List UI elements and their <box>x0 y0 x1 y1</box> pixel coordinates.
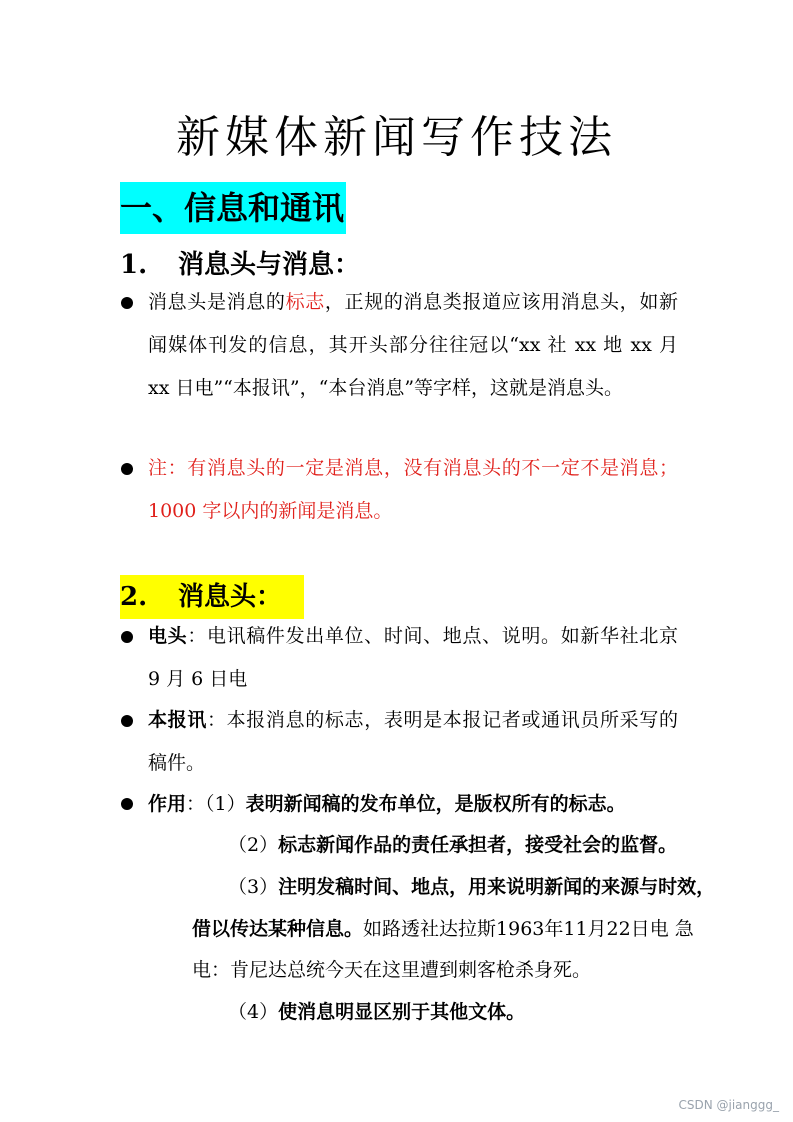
bullet-icon <box>121 297 133 309</box>
highlight-red-text: 标志 <box>285 291 325 313</box>
function-item-4 <box>228 992 525 1032</box>
item-number: （3） <box>228 876 279 898</box>
item-text: 借以传达某种信息。 <box>192 918 364 940</box>
item-number: （4） <box>228 1001 279 1023</box>
page-title: 新媒体新闻写作技法 <box>176 112 617 163</box>
bullet-icon <box>121 715 133 727</box>
item-text: 表明新闻稿的发布单位，是版权所有的标志。 <box>245 793 626 815</box>
item-number: （2） <box>228 834 279 856</box>
function-item-1 <box>148 784 626 824</box>
term-label: 电头 <box>148 625 188 647</box>
function-item-2 <box>228 825 677 865</box>
item-text: 如路透社达拉斯1963年11月22日电 急 <box>363 918 694 940</box>
section-heading-1: 一、信息和通讯 <box>120 182 346 234</box>
note-paragraph: 注：有消息头的一定是消息，没有消息头的不一定不是消息；1000 字以内的新闻是消息。 <box>148 457 678 522</box>
function-item-3 <box>228 867 715 907</box>
subheading-1-number: 1. <box>120 250 148 280</box>
paragraph-message-header <box>148 281 678 410</box>
function-item-3-continued-2 <box>192 950 591 990</box>
paragraph-dateline <box>148 615 678 701</box>
item-text: 标志新闻作品的责任承担者，接受社会的监督。 <box>278 834 678 856</box>
bullet-icon <box>121 463 133 475</box>
bullet-icon <box>121 798 133 810</box>
paragraph-text: 消息头是消息的 <box>148 291 286 313</box>
term-label: 本报讯 <box>148 709 207 731</box>
item-text: 注明发稿时间、地点，用来说明新闻的来源与时效， <box>278 876 716 898</box>
watermark-footer: CSDN @jianggg_ <box>678 1098 779 1112</box>
item-text: 使消息明显区别于其他文体。 <box>278 1001 526 1023</box>
function-item-3-continued <box>192 909 694 949</box>
bullet-icon <box>121 631 133 643</box>
subheading-2 <box>120 575 304 619</box>
item-text: 电：肯尼达总统今天在这里遭到刺客枪杀身死。 <box>192 959 592 981</box>
colon: ： <box>186 793 206 815</box>
paragraph-own-report <box>148 699 678 785</box>
paragraph-text: ：本报消息的标志，表明是本报记者或通讯员所采写的稿件。 <box>148 709 678 774</box>
subheading-2-label: 消息头： <box>178 582 283 612</box>
paragraph-text: ：电讯稿件发出单位、时间、地点、说明。如新华社北京 9 月 6 日电 <box>148 625 678 690</box>
subheading-1-label: 消息头与消息： <box>178 250 361 280</box>
term-label: 作用 <box>148 793 187 815</box>
paragraph-text: ，正规的消息类报道应该用消息头，如新闻媒体刊发的信息，其开头部分往往冠以“xx 社 xx 地 xx 月 xx 日电”“本报讯”，“本台消息”等字样，这就是消息头。 <box>148 291 678 399</box>
item-number: （1） <box>205 793 246 815</box>
subheading-2-number: 2. <box>120 582 148 612</box>
